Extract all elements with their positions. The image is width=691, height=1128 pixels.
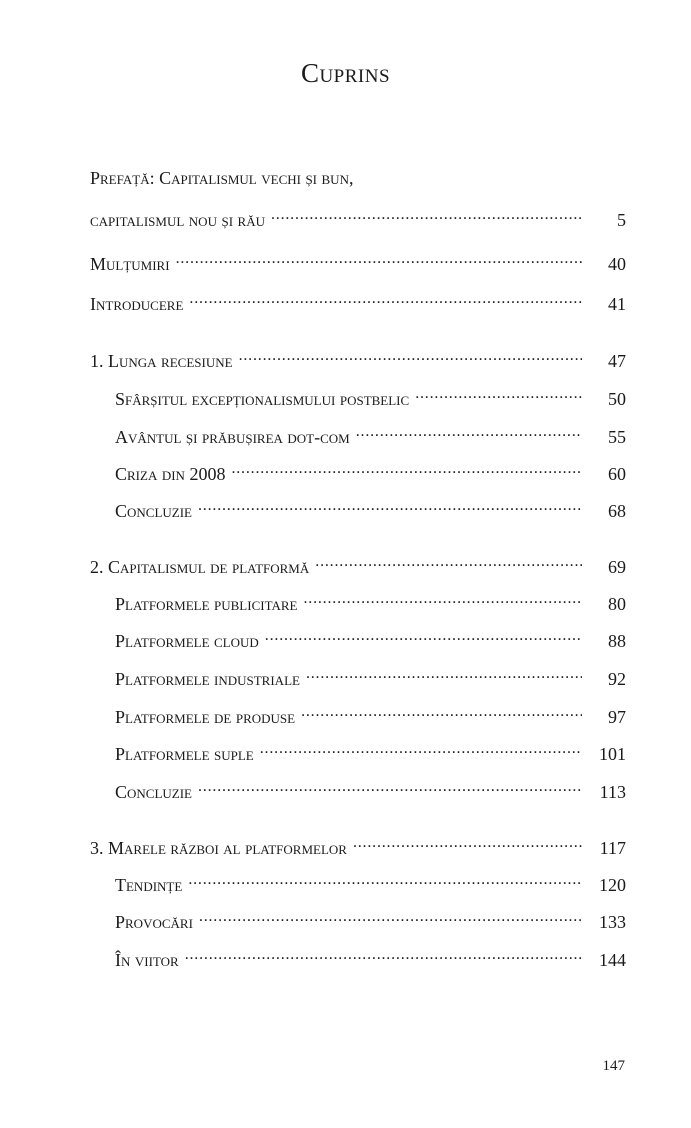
- page-title: Cuprins: [300, 58, 391, 88]
- toc-chapter[interactable]: [90, 553, 626, 579]
- toc-page-number: 88: [608, 631, 626, 651]
- dot-leader: [231, 460, 582, 480]
- toc-chapter[interactable]: [90, 834, 626, 860]
- toc-entry-label: Platformele publicitare: [115, 594, 298, 614]
- toc-entry-label: Concluzie: [115, 782, 192, 802]
- toc-section[interactable]: [115, 497, 626, 523]
- dot-leader: [271, 206, 582, 226]
- toc-section[interactable]: [115, 423, 626, 449]
- toc-section[interactable]: [115, 946, 626, 972]
- toc-entry-label: Tendințe: [115, 875, 183, 895]
- toc-section[interactable]: [115, 740, 626, 766]
- toc-chapter[interactable]: [90, 347, 626, 373]
- toc-entry-label: Platformele de produse: [115, 707, 296, 727]
- toc-entry[interactable]: [90, 250, 626, 276]
- dot-leader: [315, 553, 582, 573]
- toc-page-number: 117: [599, 838, 626, 858]
- toc-page-number: 133: [599, 912, 626, 932]
- toc-page-number: 68: [608, 501, 626, 521]
- toc-page-number: 144: [599, 950, 626, 970]
- dot-leader: [306, 665, 582, 685]
- toc-page-number: 69: [608, 557, 626, 577]
- toc-page-number: 55: [608, 427, 626, 447]
- toc-entry-label: Introducere: [90, 294, 184, 314]
- dot-leader: [198, 497, 582, 517]
- toc-page-number: 41: [608, 294, 626, 314]
- toc-entry-label: Provocări: [115, 912, 193, 932]
- toc-section[interactable]: [115, 627, 626, 653]
- dot-leader: [415, 385, 582, 405]
- toc-entry-label: Concluzie: [115, 501, 192, 521]
- dot-leader: [239, 347, 582, 367]
- toc-page-number: 50: [608, 389, 626, 409]
- toc-entry-label: Prefață: Capitalismul vechi și bun,: [90, 168, 354, 188]
- toc-entry-label: În viitor: [115, 950, 179, 970]
- toc-section[interactable]: [115, 665, 626, 691]
- toc-entry: [90, 168, 626, 194]
- toc-entry-label: capitalismul nou și rău: [90, 210, 265, 230]
- dot-leader: [260, 740, 582, 760]
- toc-entry-label: Platformele cloud: [115, 631, 259, 651]
- toc-entry-label: Platformele industriale: [115, 669, 300, 689]
- toc-section[interactable]: [115, 908, 626, 934]
- toc-entry-label: Platformele suple: [115, 744, 254, 764]
- dot-leader: [188, 871, 582, 891]
- folio-page-number: 147: [602, 1058, 625, 1074]
- dot-leader: [198, 778, 582, 798]
- toc-entry-label: Criza din 2008: [115, 464, 226, 484]
- dot-leader: [176, 250, 582, 270]
- dot-leader: [185, 946, 582, 966]
- toc-section[interactable]: [115, 871, 626, 897]
- toc-section[interactable]: [115, 460, 626, 486]
- dot-leader: [199, 908, 582, 928]
- toc-page-number: 120: [599, 875, 626, 895]
- dot-leader: [353, 834, 582, 854]
- toc-page-number: 5: [617, 210, 626, 230]
- toc-entry-label: 2. Capitalismul de platformă: [90, 557, 310, 577]
- dot-leader: [303, 590, 582, 610]
- toc-section[interactable]: [115, 385, 626, 411]
- toc-page-number: 97: [608, 707, 626, 727]
- dot-leader: [265, 627, 582, 647]
- toc-page-number: 80: [608, 594, 626, 614]
- toc-section[interactable]: [115, 590, 626, 616]
- toc-page-number: 40: [608, 254, 626, 274]
- dot-leader: [356, 423, 582, 443]
- toc-section[interactable]: [115, 778, 626, 804]
- toc-section[interactable]: [115, 703, 626, 729]
- toc-entry-label: Mulțumiri: [90, 254, 170, 274]
- toc-entry-label: 1. Lunga recesiune: [90, 351, 233, 371]
- toc-page-number: 101: [599, 744, 626, 764]
- toc-page-number: 92: [608, 669, 626, 689]
- toc-entry-label: Sfârșitul excepționalismului postbelic: [115, 389, 410, 409]
- toc-entry[interactable]: [90, 290, 626, 316]
- toc-entry[interactable]: [90, 206, 626, 232]
- toc-entry-label: Avântul și prăbușirea dot-com: [115, 427, 350, 447]
- toc-page-number: 113: [599, 782, 626, 802]
- toc-page-number: 60: [608, 464, 626, 484]
- dot-leader: [301, 703, 582, 723]
- dot-leader: [189, 290, 582, 310]
- toc-entry-label: 3. Marele război al platformelor: [90, 838, 347, 858]
- toc-page-number: 47: [608, 351, 626, 371]
